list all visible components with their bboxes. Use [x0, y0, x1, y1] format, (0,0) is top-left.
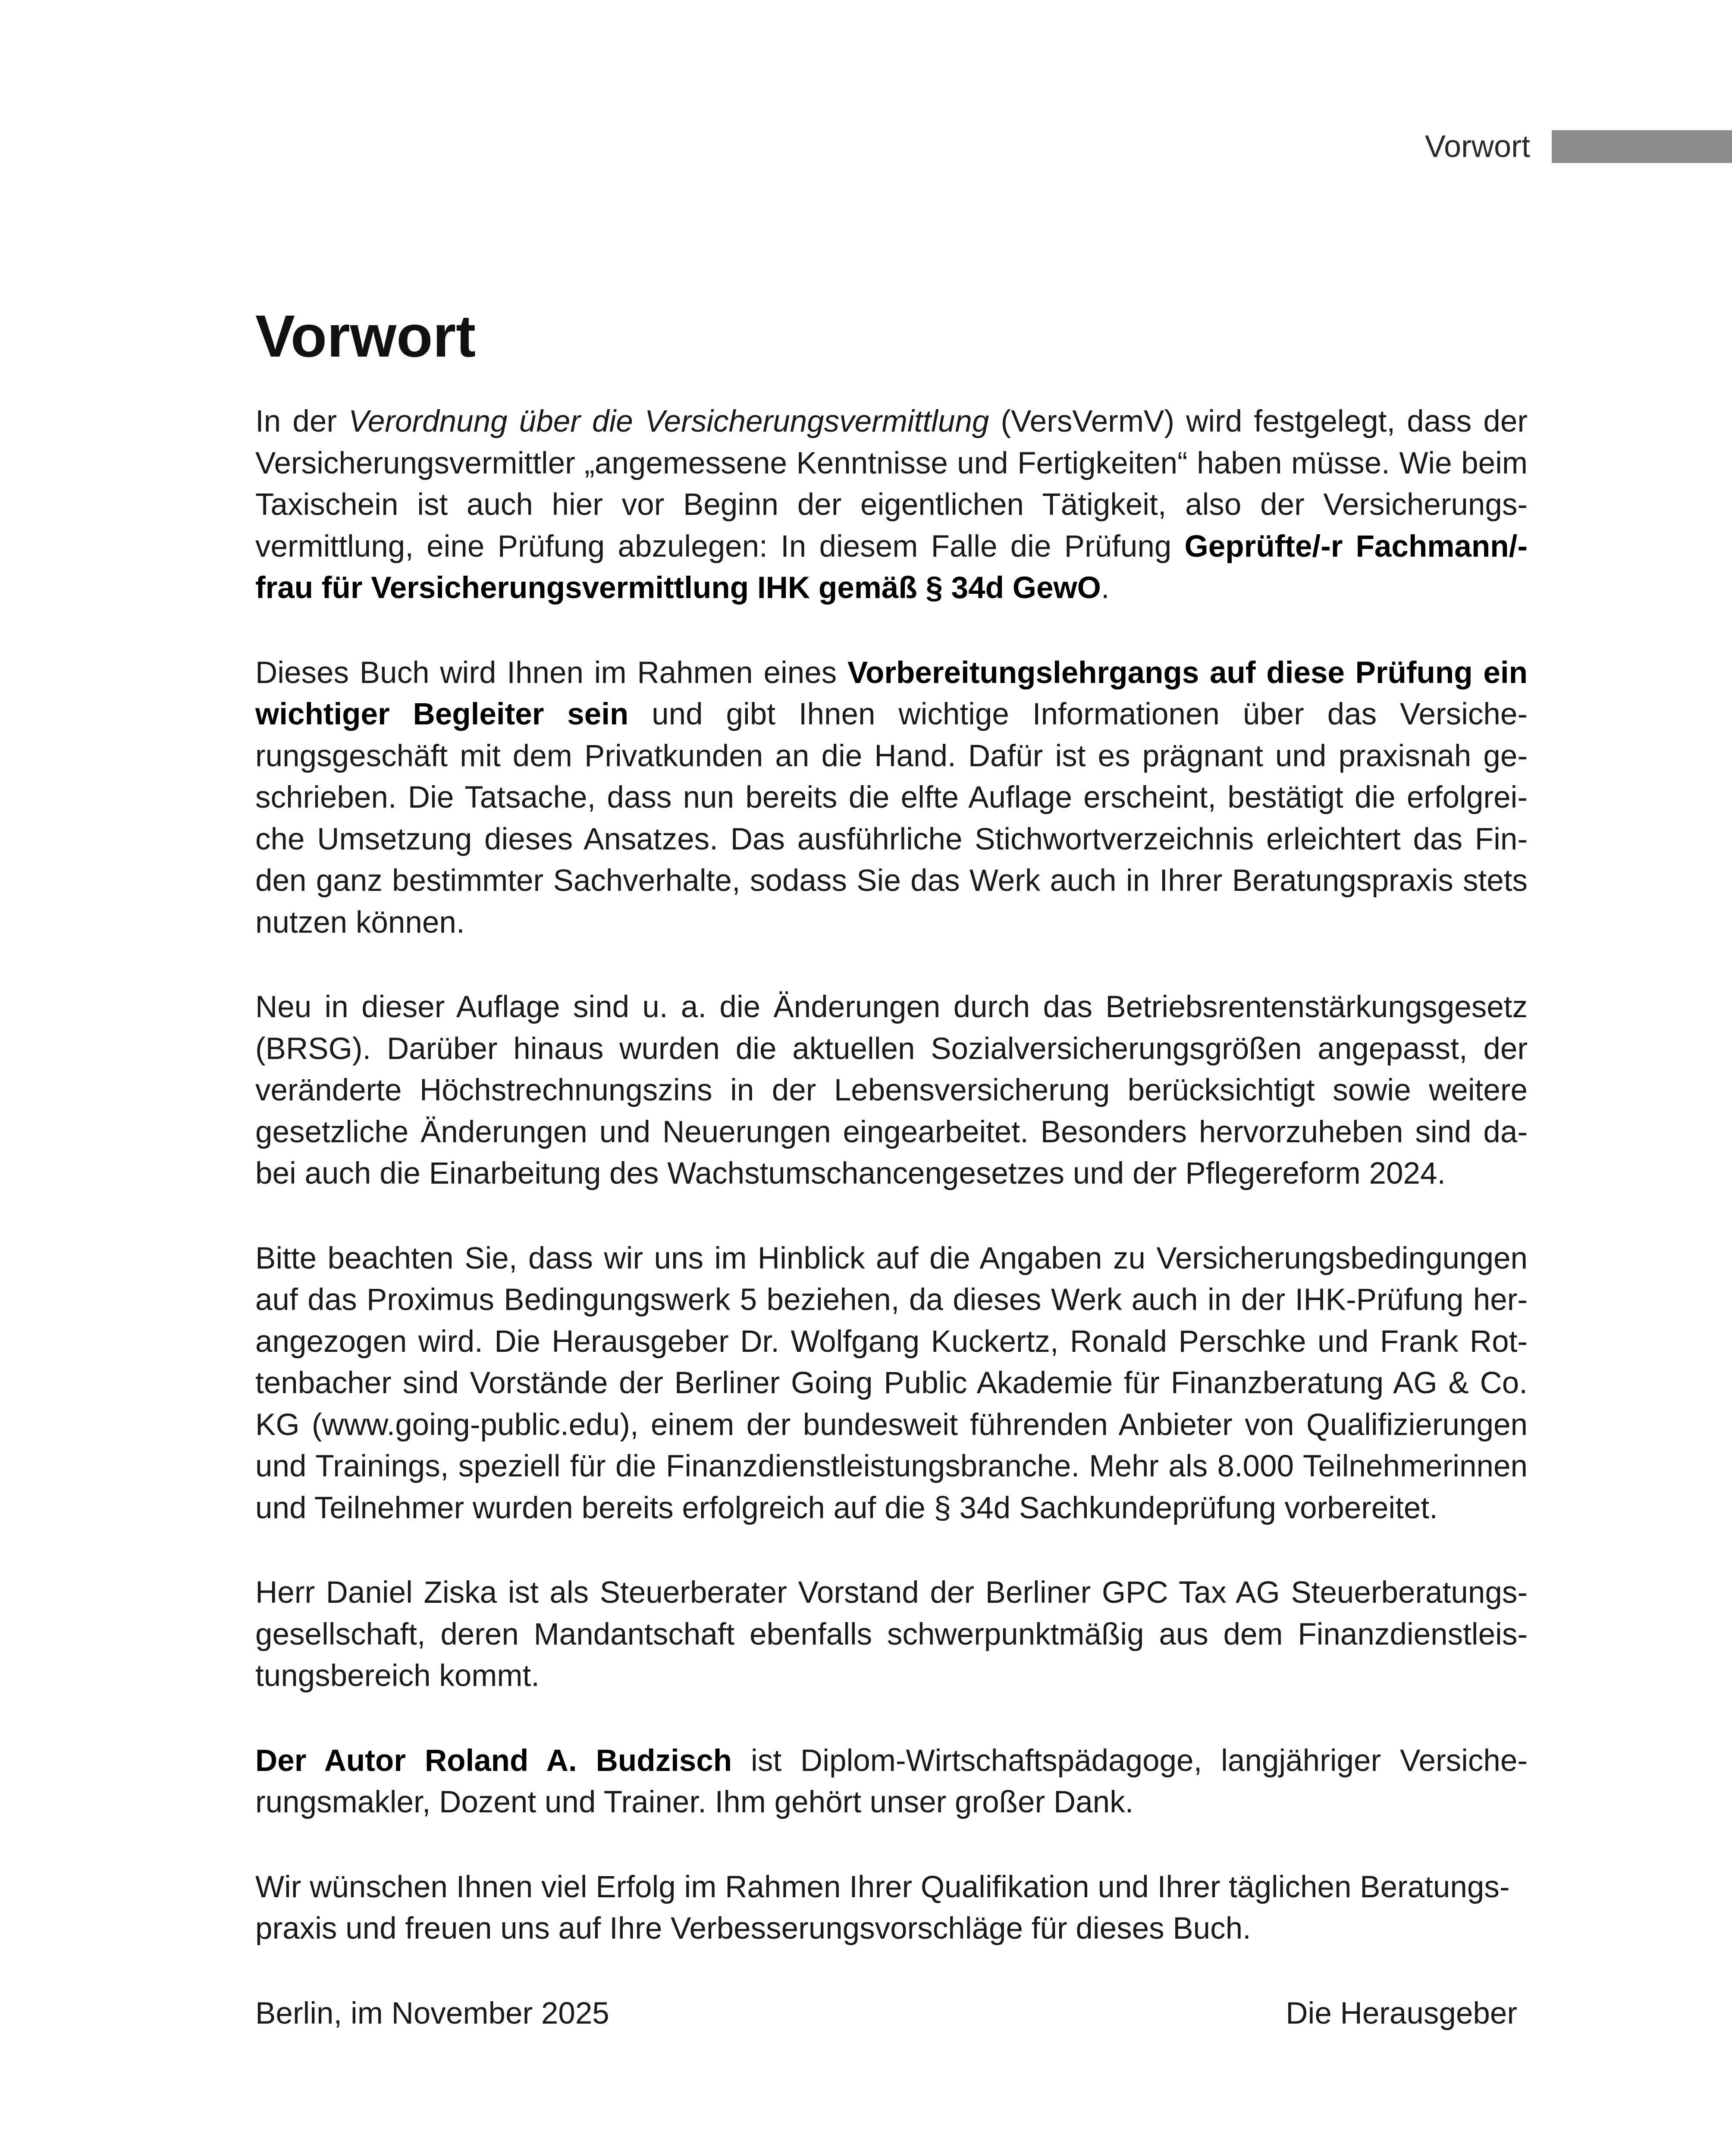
page-title: Vorwort: [255, 303, 476, 370]
paragraph-intro: [255, 401, 1528, 609]
paragraph-new-edition: Neu in dieser Auflage sind u. a. die Änderungen durch das Betriebsrentenstärkungsgesetz (BRSG). Darüber hinaus wurden die aktuellen Sozialversicherungsgrößen angepasst, der veränderte Höchstrechnungszins in der Lebensversicherung berücksichtigt sowie weitere gesetzliche Änderungen und Neuerungen eingearbeitet. Besonders hervorzuheben sind dabei auch die Einarbeitung des Wachstumschancengesetzes und der Pflegereform 2024.: [255, 990, 1528, 1191]
paragraph-closing: Wir wünschen Ihnen viel Erfolg im Rahmen Ihrer Qualifikation und Ihrer täglichen Beratungspraxis und freuen uns auf Ihre Verbesserungsvorschläge für dieses Buch.: [255, 1870, 1510, 1946]
body-text: [255, 401, 1528, 2034]
p2-text-c: und gibt Ihnen wichtige Informationen über das Versicherungsgeschäft mit dem Privatkunden an die Hand. Dafür ist es prägnant und praxisnah geschrieben. Die Tatsache, dass nun bereits die elfte Auflage erscheint, bestätigt die erfolgreiche Umsetzung dieses Ansatzes. Das ausführliche Stichwortverzeichnis erleichtert das Finden ganz bestimmter Sachverhalte, sodass Sie das Werk auch in Ihrer Beratungspraxis stets nutzen können.: [255, 697, 1528, 940]
p1-exam-title: Geprüfte/-r Fachmann/-frau für Versicherungsvermittlung IHK gemäß § 34d GewO: [255, 529, 1528, 605]
p2-text-a: Dieses Buch wird Ihnen im Rahmen eines: [255, 655, 847, 690]
running-head: Vorwort: [1425, 129, 1530, 164]
p1-text-e: .: [1101, 571, 1110, 605]
signer: Die Herausgeber: [1286, 1996, 1517, 2031]
p1-regulation-title: Verordnung über die Versicherungsvermittlung: [348, 404, 989, 439]
paragraph-book-purpose: [255, 652, 1528, 944]
paragraph-publishers: Bitte beachten Sie, dass wir uns im Hinblick auf die Angaben zu Versicherungsbedingungen auf das Proximus Bedingungswerk 5 beziehen, da dieses Werk auch in der IHK-Prüfung herangezogen wird. Die Herausgeber Dr. Wolfgang Kuckertz, Ronald Perschke und Frank Rottenbacher sind Vorstände der Berliner Going Public Akademie für Finanzberatung AG & Co. KG (www.going-public.edu), einem der bundesweit führenden Anbieter von Qualifizierungen und Trainings, speziell für die Finanzdienstleistungsbranche. Mehr als 8.000 Teilnehmerinnen und Teilnehmer wurden bereits erfolgreich auf die § 34d Sachkundeprüfung vorbereitet.: [255, 1241, 1528, 1525]
p6-author-name: Der Autor Roland A. Budzisch: [255, 1743, 732, 1778]
signature-line: [255, 1993, 1528, 2035]
place-date: Berlin, im November 2025: [255, 1996, 609, 2031]
running-head-bar: [1552, 130, 1732, 163]
paragraph-author: [255, 1740, 1528, 1824]
p2-emphasis: Vorbereitungslehrgangs auf diese Prüfung ein wichtiger Begleiter sein: [255, 655, 1528, 731]
p1-text-c: (VersVermV) wird festgelegt, dass der Versicherungsvermittler „angemessene Kenntnisse und Fertigkeiten“ haben müsse. Wie beim Taxischein ist auch hier vor Beginn der eigentlichen Tätigkeit, also der Versicherungsvermittlung, eine Prüfung abzulegen: In diesem Falle die Prüfung: [255, 404, 1528, 564]
p6-text-b: ist Diplom-Wirtschaftspädagoge, langjähriger Versicherungsmakler, Dozent und Trainer. Ihm gehört unser großer Dank.: [255, 1743, 1528, 1819]
p1-text-a: In der: [255, 404, 349, 439]
paragraph-tax-advisor: Herr Daniel Ziska ist als Steuerberater Vorstand der Berliner GPC Tax AG Steuerberatungsgesellschaft, deren Mandantschaft ebenfalls schwerpunktmäßig aus dem Finanzdienstleistungsbereich kommt.: [255, 1576, 1528, 1693]
